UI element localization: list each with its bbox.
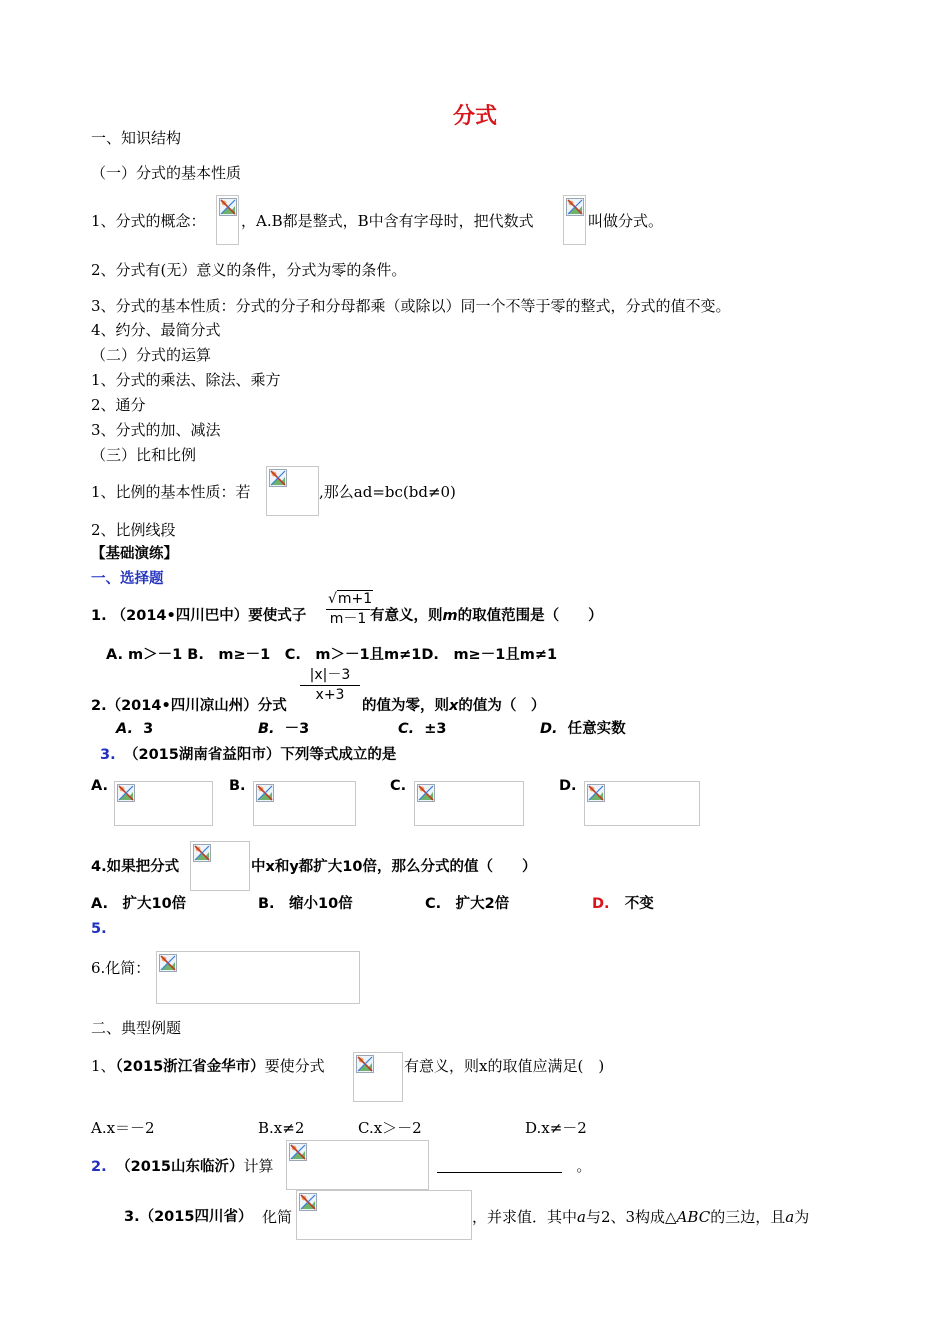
q2-numerator: |x|－3 [300,666,360,686]
broken-image-icon [587,784,605,802]
choice-heading: 一、选择题 [91,571,164,587]
q4-option-b: B. 缩小10倍 [258,896,353,912]
page-title: 分式 [452,104,497,129]
q2-option-c-value: ±3 [424,721,447,737]
ex2-source: （2015山东临沂） [116,1159,244,1175]
meaning-conditions: 2、分式有(无）意义的条件，分式为零的条件。 [91,261,407,279]
q1-denominator: m－1 [329,611,367,627]
q4-option-c: C. 扩大2倍 [425,896,510,912]
q2-stem-end: 的值为（ ） [458,698,546,714]
subheading-basic-properties: （一）分式的基本性质 [91,164,242,182]
q4-stem-start: 4.如果把分式 [91,859,180,875]
q4-option-d [592,894,654,914]
q2-option-d-letter: D. [540,721,558,737]
ex3-stem-end: 为 [794,1208,810,1226]
broken-image-icon [566,198,584,216]
ex3-variable-a-2: a [785,1208,795,1226]
q2-stem-rest [362,696,545,716]
operation-add-subtract: 3、分式的加、减法 [91,421,221,439]
answer-blank[interactable] [437,1156,562,1173]
practice-heading: 【基础演练】 [91,546,178,562]
ex3-stem-rest [472,1207,809,1227]
q1-stem-middle: 有意义，则 [370,608,443,624]
ex3-stem-start: 化简 [262,1208,293,1226]
q2-option-c-letter: C. [398,721,415,737]
broken-image-icon [117,784,135,802]
reduction-item: 4、约分、最简分式 [91,321,221,339]
formula-image-a-over-b [216,195,239,245]
ex3-stem-middle: ，并求值．其中 [472,1208,578,1226]
operation-multiply: 1、分式的乘法、除法、乘方 [91,371,281,389]
ex1-number: 1、 [91,1057,116,1075]
subheading-operations: （二）分式的运算 [91,346,212,364]
q3-stem: （2015湖南省益阳市）下列等式成立的是 [124,747,397,763]
operation-common-denominator: 2、通分 [91,396,146,414]
q3-option-a-image [114,781,213,826]
ex1-source: （2015浙江省金华市） [115,1059,265,1075]
ex1-option-a: A.x＝－2 [91,1119,155,1137]
q3-option-c-label: C. [390,778,407,794]
q2-stem-start: 2.（2014•四川凉山州）分式 [91,698,287,714]
subheading-ratio: （三）比和比例 [91,446,197,464]
ex1-stem-start: 要使分式 [264,1057,325,1075]
ex2-answer [437,1156,591,1176]
q2-stem-middle: 的值为零，则 [362,698,449,714]
q3-option-b-image [253,781,356,826]
broken-image-icon [193,844,211,862]
broken-image-icon [269,469,287,487]
ex3-stem-sides: 的三边，且 [710,1208,786,1226]
q1-stem-end: 的取值范围是（ ） [457,608,603,624]
q2-variable: x [449,698,459,714]
ex1-line [91,1056,325,1077]
q1-stem-rest [370,606,603,626]
q2-option-d [540,719,626,739]
q1-stem-start: 1. （2014•四川巴中）要使式子 [91,608,307,624]
q2-option-b-value: －3 [284,721,310,737]
ex3-stem-triangle: 与2、3构成△ [585,1208,677,1226]
formula-image-ratio [266,466,319,516]
q6-expression-image [156,951,360,1004]
ex2-line [91,1156,274,1177]
section-heading-examples: 二、典型例题 [91,1019,182,1037]
q2-option-d-value: 任意实数 [567,721,626,737]
ex2-stem: 计算 [243,1157,274,1175]
concept-text-end: 叫做分式。 [588,212,664,230]
q2-fraction [300,666,360,705]
q5-number: 5. [91,921,107,937]
q2-option-b [258,719,309,739]
q4-stem-end: 中x和y都扩大10倍，那么分式的值（ ） [251,859,537,875]
ex2-expression-image [286,1140,429,1190]
q2-option-a [116,719,153,739]
sqrt-sign: √ [328,591,337,607]
q2-denominator: x+3 [315,687,345,703]
q1-numerator: m+1 [337,591,373,607]
q3-option-c-image [414,781,524,826]
q3-option-d-image [584,781,700,826]
broken-image-icon [356,1055,374,1073]
ex3-source: 3.（2015四川省） [124,1209,253,1225]
ex3-expression-image [296,1190,472,1240]
broken-image-icon [219,198,237,216]
q6-label: 6.化简： [91,959,151,977]
broken-image-icon [289,1143,307,1161]
concept-text-middle: ，A.B都是整式，B中含有字母时，把代数式 [241,212,534,230]
q2-option-a-value: 3 [143,721,154,737]
q3-number: 3. [100,747,116,763]
broken-image-icon [159,954,177,972]
ex3-variable-a: a [577,1208,586,1226]
q1-fraction [326,590,373,629]
ratio-property-end: ,那么ad=bc(bd≠0) [319,483,456,501]
q1-variable: m [442,608,458,624]
ex1-option-b: B.x≠2 [258,1119,305,1137]
ex2-end: 。 [576,1157,592,1175]
basic-property: 3、分式的基本性质：分式的分子和分母都乘（或除以）同一个不等于零的整式，分式的值不变。 [91,297,731,315]
ratio-property-start: 1、比例的基本性质：若 [91,483,251,501]
q4-fraction-image [190,841,250,891]
broken-image-icon [299,1193,317,1211]
section-heading-knowledge: 一、知识结构 [91,129,182,147]
q2-option-a-letter: A. [116,721,133,737]
q4-option-d-letter: D. [592,896,610,912]
q3-option-b-label: B. [229,778,246,794]
q3-option-a-label: A. [91,778,108,794]
q2-option-c [398,719,447,739]
concept-text-start: 1、分式的概念： [91,212,206,230]
ex1-fraction-image [353,1052,403,1102]
q2-option-b-letter: B. [258,721,275,737]
ex3-triangle-name: ABC [676,1208,711,1226]
ratio-segments: 2、比例线段 [91,521,176,539]
ex1-option-c: C.x＞－2 [358,1119,422,1137]
formula-image-fraction [563,195,586,245]
ex1-stem-end: 有意义，则x的取值应满足( ) [404,1057,605,1075]
q4-option-a: A. 扩大10倍 [91,896,187,912]
ex1-option-d: D.x≠－2 [525,1119,587,1137]
q4-option-d-text: 不变 [624,896,654,912]
ex2-number: 2. [91,1159,107,1175]
broken-image-icon [417,784,435,802]
broken-image-icon [256,784,274,802]
q1-options: A. m＞－1 B. m≥－1 C. m＞－1且m≠1D. m≥－1且m≠1 [106,647,558,663]
q3-option-d-label: D. [559,778,577,794]
